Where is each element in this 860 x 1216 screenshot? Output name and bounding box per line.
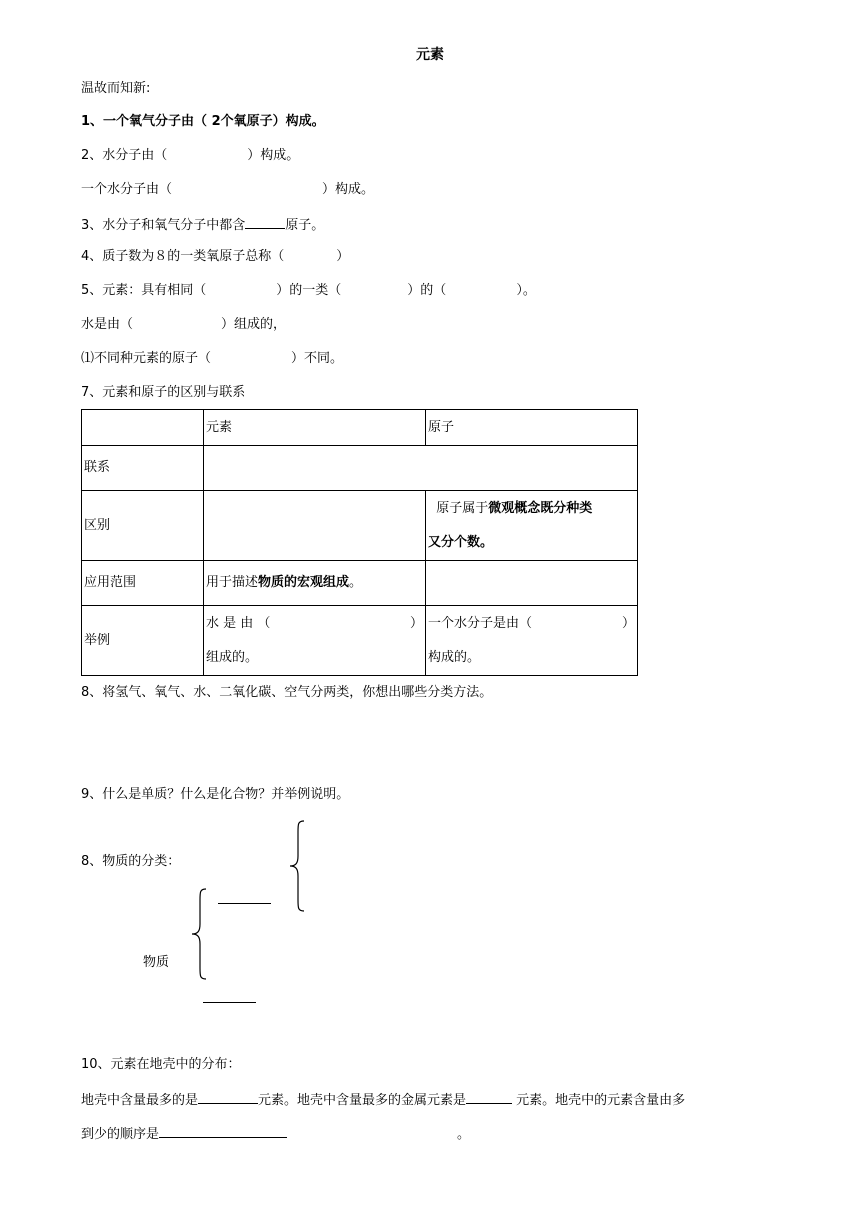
header-atom: 原子 [426, 410, 638, 446]
question-7: 7、元素和原子的区别与联系 [81, 385, 246, 400]
answer-underline[interactable] [198, 1090, 258, 1104]
question-1: 1、一个氧气分子由（ 2个氧原子）构成。 [81, 114, 325, 129]
water-composition [81, 316, 286, 334]
crust-distribution-line-1 [81, 1090, 685, 1110]
table-corner-cell [82, 410, 204, 446]
question-10: 10、元素在地壳中的分布： [81, 1057, 241, 1072]
water-end: ）组成的， [221, 317, 287, 332]
question-2 [81, 147, 299, 165]
crust-distribution-line-2 [81, 1124, 470, 1144]
question-5 [81, 282, 536, 300]
crust-text-a: 地壳中含量最多的是 [81, 1093, 199, 1108]
question-3 [81, 215, 324, 235]
question-2-start: 2、水分子由（ [81, 148, 168, 163]
row-label-difference: 区别 [82, 491, 204, 561]
answer-underline[interactable] [245, 215, 285, 229]
water-start: 水是由（ [81, 317, 134, 332]
row-label-example: 举例 [82, 606, 204, 676]
element-example-start: 水 是 由 （ [206, 615, 271, 631]
question-5-b: ）的一类（ [276, 283, 342, 298]
classification-blank-line-2[interactable] [203, 1002, 256, 1003]
crust-text-e: 。 [457, 1127, 471, 1142]
header-element: 元素 [204, 410, 426, 446]
question-5-d: ）。 [516, 283, 536, 298]
question-2b-end: ）构成。 [322, 182, 375, 197]
element-usage-cell [204, 561, 426, 606]
usage-bold: 物质的宏观组成 [258, 575, 350, 590]
crust-text-c: 元素。地壳中的元素含量由多 [516, 1093, 686, 1108]
atom-example-start: 一个水分子是由（ [428, 615, 533, 631]
classification-blank-line[interactable] [218, 903, 271, 904]
question-8: 8、将氢气、氧气、水、二氧化碳、空气分两类，你想出哪些分类方法。 [81, 685, 493, 700]
crust-text-b: 元素。地壳中含量最多的金属元素是 [258, 1093, 467, 1108]
element-difference-cell[interactable] [204, 491, 426, 561]
matter-classification-heading: 8、物质的分类： [81, 854, 181, 869]
element-example-cell [204, 606, 426, 676]
question-2-end: ）构成。 [247, 148, 300, 163]
different-atoms-start: ⑴不同种元素的原子（ [81, 351, 212, 366]
element-example-paren: ） [409, 615, 423, 631]
question-4 [81, 248, 349, 266]
question-3-end: 原子。 [285, 218, 325, 233]
question-5-c: ）的（ [407, 283, 447, 298]
left-brace-icon [190, 888, 210, 980]
matter-label: 物质 [143, 955, 170, 970]
answer-underline[interactable] [159, 1124, 287, 1138]
atom-diff-bold-2: 又分个数。 [428, 534, 494, 550]
question-4-start: 4、质子数为８的一类氧原子总称（ [81, 249, 285, 264]
question-2b-start: 一个水分子由（ [81, 182, 173, 197]
review-heading: 温故而知新: [81, 81, 151, 96]
atom-difference-cell [426, 491, 638, 561]
row-label-relation: 联系 [82, 446, 204, 491]
row-label-usage: 应用范围 [82, 561, 204, 606]
question-5-a: 5、元素：具有相同（ [81, 283, 207, 298]
page-title: 元素 [416, 47, 444, 63]
question-4-end: ） [336, 249, 350, 264]
question-2b [81, 181, 374, 199]
right-brace-icon [288, 820, 308, 912]
different-atoms [81, 350, 343, 368]
question-9: 9、什么是单质？什么是化合物？并举例说明。 [81, 787, 350, 802]
usage-end: 。 [349, 575, 363, 590]
answer-underline[interactable] [466, 1090, 512, 1104]
relation-cell[interactable] [204, 446, 638, 491]
atom-usage-cell[interactable] [426, 561, 638, 606]
usage-text: 用于描述 [206, 575, 259, 590]
atom-diff-text: 原子属于 [436, 500, 489, 516]
question-3-start: 3、水分子和氧气分子中都含 [81, 218, 246, 233]
element-example-end: 组成的。 [206, 649, 259, 665]
atom-example-paren: ） [621, 615, 635, 631]
atom-example-end: 构成的。 [428, 649, 481, 665]
atom-example-cell [426, 606, 638, 676]
atom-diff-bold: 微观概念既分种类 [488, 500, 593, 516]
different-atoms-end: ）不同。 [291, 351, 344, 366]
element-atom-table [81, 409, 638, 676]
crust-text-d: 到少的顺序是 [81, 1127, 160, 1142]
